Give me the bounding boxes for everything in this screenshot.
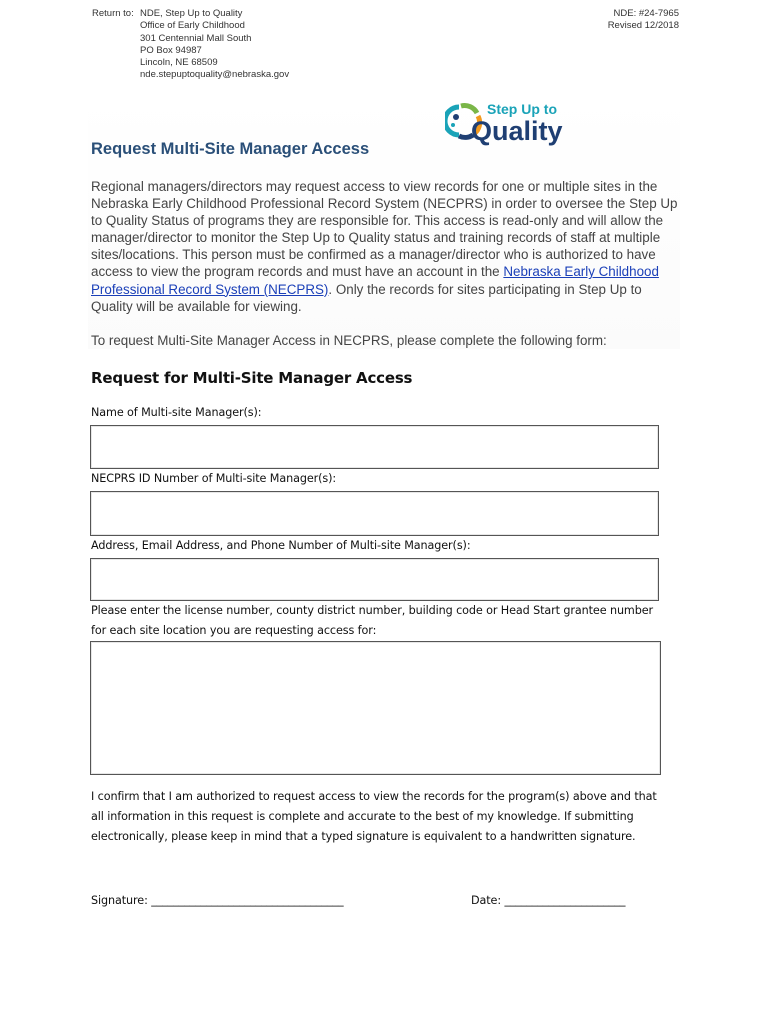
revised-date: Revised 12/2018 — [607, 20, 679, 32]
logo-line1: Step Up to — [487, 101, 557, 117]
site-locations-label-line1: Please enter the license number, county district number, building code or Head Start grantee number — [91, 604, 654, 617]
contact-info-field[interactable] — [90, 558, 659, 601]
return-to-label: Return to: — [92, 8, 134, 19]
return-address-line: Lincoln, NE 68509 — [140, 57, 218, 69]
logo-line2: Quality — [471, 116, 563, 146]
return-address-line: Office of Early Childhood — [140, 20, 245, 32]
site-locations-field[interactable] — [90, 641, 661, 775]
return-address — [140, 8, 289, 82]
return-address-line: PO Box 94987 — [140, 44, 202, 56]
request-instruction: To request Multi-Site Manager Access in NECPRS, please complete the following form: — [91, 333, 607, 348]
site-locations-label-line2: for each site location you are requesting access for: — [91, 624, 377, 637]
step-up-to-quality-logo — [445, 95, 585, 157]
confirmation-line: electronically, please keep in mind that a typed signature is equivalent to a handwritten signature. — [91, 830, 636, 843]
necprs-id-label: NECPRS ID Number of Multi-site Manager(s): — [91, 472, 337, 485]
return-email: nde.stepuptoquality@nebraska.gov — [140, 69, 290, 81]
form-section-title: Request for Multi-Site Manager Access — [91, 369, 413, 387]
confirmation-line: I confirm that I am authorized to request access to view the records for the program(s) above and that — [91, 790, 657, 803]
manager-name-field[interactable] — [90, 425, 659, 469]
intro-text-end: . Only the records for sites participating in Step Up to Quality will be available for viewing. — [91, 281, 642, 314]
form-number: NDE: #24-7965 — [613, 8, 679, 19]
form-identifier — [608, 8, 679, 33]
signature-line[interactable]: Signature: ___________________________________ — [91, 894, 344, 907]
return-address-line: 301 Centennial Mall South — [140, 32, 252, 44]
date-line[interactable]: Date: ______________________ — [471, 894, 626, 907]
necprs-link[interactable]: Nebraska Early Childhood Professional Record System (NECPRS) — [91, 264, 659, 297]
page-title: Request Multi-Site Manager Access — [91, 140, 370, 158]
intro-paragraph — [91, 178, 683, 315]
manager-name-label: Name of Multi-site Manager(s): — [91, 406, 262, 419]
return-address-line: NDE, Step Up to Quality — [140, 8, 243, 19]
intro-text: Regional managers/directors may request access to view records for one or multiple sites in the Nebraska Early Childhood Professional Record System (NECPRS) in order to oversee the Step Up to Quality Status of programs they are responsible for. This access is read-only and will allow the manager/director to monitor the Step Up to Quality status and training records of staff at multiple sites/locations. This person must be confirmed as a manager/director who is authorized to have access to view the program records and must have an account in the — [91, 179, 678, 280]
contact-info-label: Address, Email Address, and Phone Number of Multi-site Manager(s): — [91, 539, 471, 552]
confirmation-line: all information in this request is complete and accurate to the best of my knowledge. If submitting — [91, 810, 634, 823]
necprs-id-field[interactable] — [90, 491, 659, 536]
confirmation-statement — [91, 787, 691, 847]
